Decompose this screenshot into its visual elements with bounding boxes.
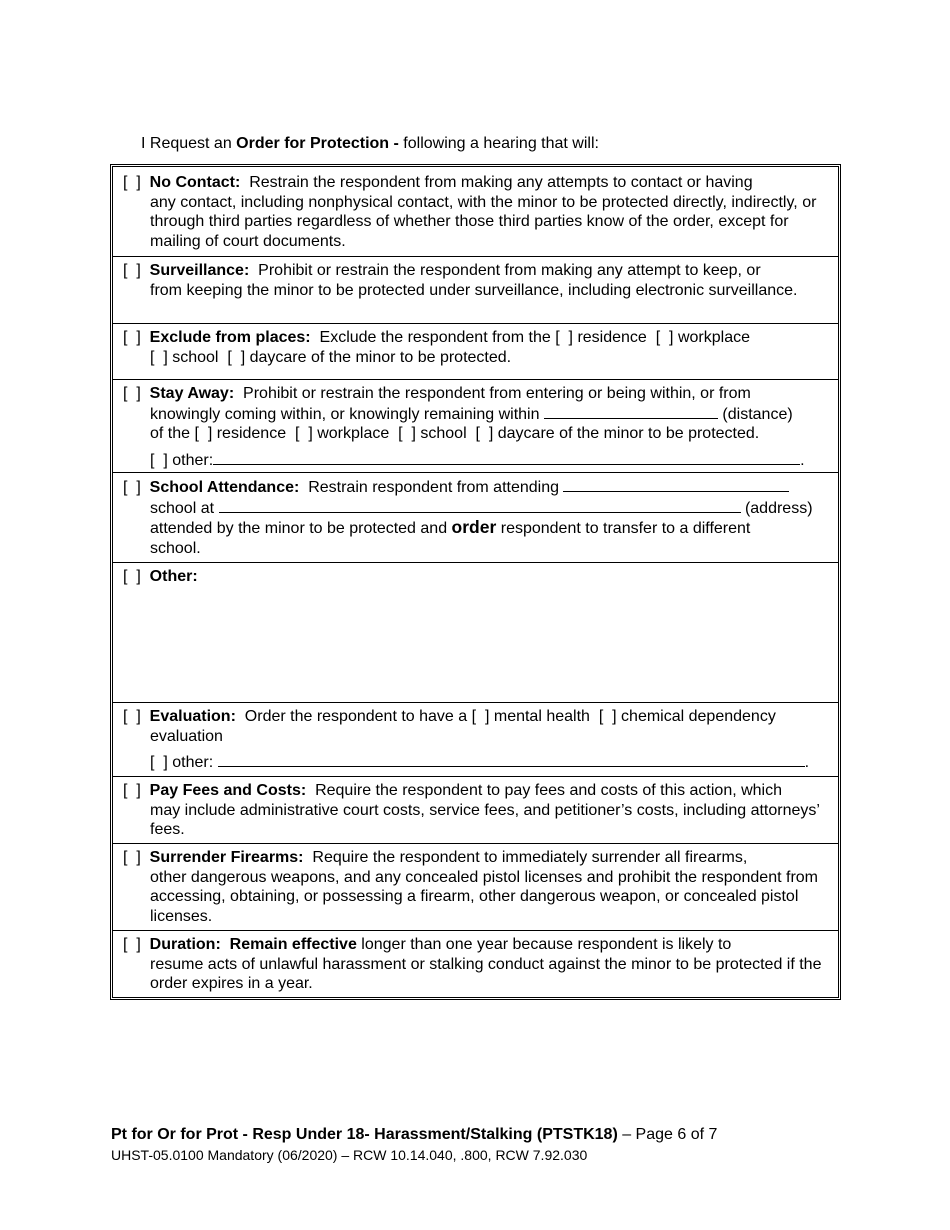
order-bold: order: [451, 517, 497, 537]
no-contact-text: Restrain the respondent from making any attempts to contact or having: [249, 174, 753, 191]
checkbox-stay-other[interactable]: [ ]: [150, 451, 168, 469]
page-footer: [111, 1125, 717, 1165]
exclude-school-label: school: [172, 348, 219, 366]
fees-title: Pay Fees and Costs:: [149, 782, 307, 799]
row-exclude: [113, 323, 838, 367]
exclude-daycare-label: daycare of the minor to be protected.: [249, 348, 512, 366]
surveillance-title: Surveillance:: [149, 262, 250, 279]
intro-text: I Request an: [141, 135, 237, 152]
school-at-label: school at: [150, 499, 215, 517]
firearms-text-rest: other dangerous weapons, and any concealed pistol licenses and prohibit the respondent from accessing, obtaining, or possessing a firearm, other dangerous weapon, or concealed pistol licenses.: [150, 868, 818, 925]
school-attendance-text-4: school.: [150, 539, 201, 557]
stay-other-period: .: [800, 451, 805, 469]
stay-workplace-label: workplace: [317, 425, 390, 442]
row-stay-away: [113, 379, 838, 470]
checkbox-exclude-school[interactable]: [ ]: [150, 348, 168, 366]
firearms-text: Require the respondent to immediately surrender all firearms,: [312, 849, 748, 866]
row-duration: [113, 930, 838, 994]
stay-residence-label: residence: [216, 425, 287, 442]
address-label: (address): [744, 499, 813, 517]
duration-text-rest: resume acts of unlawful harassment or stalking conduct against the minor to be protected if the order expires in a year.: [150, 955, 822, 992]
row-other: [113, 562, 838, 702]
checkbox-stay-daycare[interactable]: [ ]: [475, 425, 494, 442]
duration-text: longer than one year because respondent is likely to: [361, 936, 732, 953]
stay-away-text-2: knowingly coming within, or knowingly remaining within: [150, 405, 540, 423]
footer-page-number: – Page 6 of 7: [617, 1126, 718, 1143]
checkbox-stay-workplace[interactable]: [ ]: [294, 425, 313, 442]
checkbox-stay-school[interactable]: [ ]: [398, 425, 416, 442]
stay-other-field[interactable]: [213, 450, 800, 465]
checkbox-stay-residence[interactable]: [ ]: [194, 425, 213, 442]
checkbox-fees[interactable]: [ ]: [123, 782, 141, 799]
mental-health-label: mental health: [493, 708, 590, 725]
stay-school-label: school: [420, 425, 467, 442]
checkbox-no-contact[interactable]: [ ]: [123, 174, 141, 191]
footer-form-id: UHST-05.0100 Mandatory (06/2020) – RCW 10.14.040, .800, RCW 7.92.030: [111, 1146, 588, 1163]
fees-text: Require the respondent to pay fees and costs of this action, which: [315, 782, 783, 799]
exclude-residence-label: residence: [577, 329, 647, 346]
firearms-title: Surrender Firearms:: [149, 849, 304, 866]
chemical-dependency-label: chemical dependency: [621, 708, 776, 725]
duration-title: Duration:: [149, 936, 221, 953]
checkbox-firearms[interactable]: [ ]: [123, 849, 141, 866]
row-surveillance: [113, 256, 838, 300]
evaluation-other-label: other:: [172, 754, 214, 771]
checkbox-stay-away[interactable]: [ ]: [123, 385, 141, 402]
checkbox-other[interactable]: [ ]: [123, 568, 141, 585]
evaluation-text: Order the respondent to have a: [244, 708, 468, 725]
intro-bold: Order for Protection -: [236, 135, 404, 152]
row-school-attendance: [113, 472, 838, 558]
other-title: Other:: [149, 568, 198, 585]
surveillance-text: Prohibit or restrain the respondent from making any attempt to keep, or: [258, 262, 761, 279]
evaluation-other-field[interactable]: [218, 752, 805, 767]
no-contact-title: No Contact:: [149, 174, 241, 191]
checkbox-evaluation[interactable]: [ ]: [123, 708, 141, 725]
exclude-title: Exclude from places:: [149, 329, 311, 346]
exclude-workplace-label: workplace: [677, 329, 750, 346]
evaluation-other-period: .: [804, 754, 810, 771]
row-fees: [113, 776, 838, 840]
stay-other-label: other:: [172, 451, 214, 469]
checkbox-exclude[interactable]: [ ]: [123, 329, 141, 346]
checkbox-chemical-dependency[interactable]: [ ]: [598, 708, 617, 725]
stay-away-text: Prohibit or restrain the respondent from entering or being within, or from: [243, 385, 751, 402]
school-address-field[interactable]: [219, 498, 741, 513]
stay-away-title: Stay Away:: [149, 385, 235, 402]
row-evaluation: [113, 702, 838, 773]
row-no-contact: [113, 173, 838, 251]
distance-label: (distance): [722, 405, 793, 423]
school-attendance-text-3b: respondent to transfer to a different: [500, 520, 751, 537]
stay-away-of-the: of the: [150, 425, 191, 442]
evaluation-title: Evaluation:: [149, 708, 236, 725]
checkbox-exclude-residence[interactable]: [ ]: [555, 329, 573, 346]
checkbox-mental-health[interactable]: [ ]: [471, 708, 490, 725]
fees-text-rest: may include administrative court costs, service fees, and petitioner’s costs, including attorneys’ fees.: [150, 801, 820, 838]
checkbox-exclude-daycare[interactable]: [ ]: [227, 348, 246, 366]
stay-daycare-label: daycare of the minor to be protected.: [497, 425, 760, 442]
checkbox-evaluation-other[interactable]: [ ]: [150, 754, 168, 771]
no-contact-text-rest: any contact, including nonphysical contact, with the minor to be protected directly, indirectly, or through third parties regardless of whether those third parties know of the order, except for mailing of court documents.: [150, 193, 817, 250]
checkbox-surveillance[interactable]: [ ]: [123, 262, 141, 279]
checkbox-duration[interactable]: [ ]: [123, 936, 141, 953]
intro-text-2: following a hearing that will:: [403, 135, 599, 152]
school-attendance-text-3: attended by the minor to be protected and: [150, 520, 448, 537]
evaluation-text-2: evaluation: [150, 727, 223, 745]
school-name-field[interactable]: [563, 477, 789, 492]
remain-effective-bold: Remain effective: [229, 936, 357, 953]
intro-line: [141, 134, 599, 154]
surveillance-text-rest: from keeping the minor to be protected under surveillance, including electronic surveillance.: [150, 281, 798, 299]
school-attendance-text: Restrain respondent from attending: [308, 479, 560, 496]
row-firearms: [113, 843, 838, 926]
checkbox-exclude-workplace[interactable]: [ ]: [655, 329, 674, 346]
options-table: [110, 164, 841, 1000]
school-attendance-title: School Attendance:: [149, 479, 300, 496]
checkbox-school-attendance[interactable]: [ ]: [123, 479, 141, 496]
distance-field[interactable]: [544, 404, 718, 419]
footer-title: Pt for Or for Prot - Resp Under 18- Harassment/Stalking (PTSTK18): [111, 1126, 618, 1143]
exclude-text: Exclude the respondent from the: [319, 329, 551, 346]
